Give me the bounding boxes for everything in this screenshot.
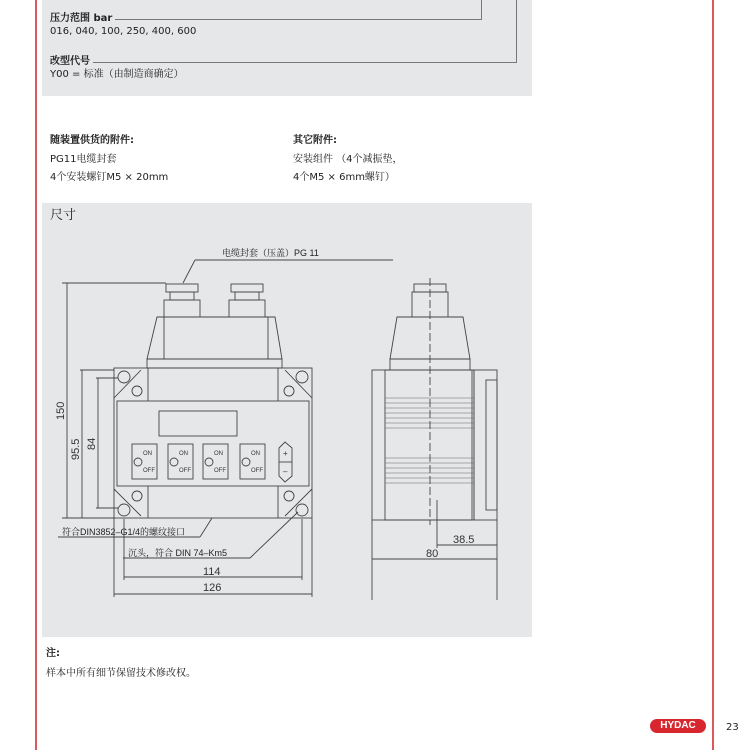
dimensions-title: 尺寸 [50,208,77,223]
page-number: 23 [726,722,739,733]
switch-off-label: OFF [179,468,191,474]
other-accessories-title: 其它附件: [293,135,337,146]
pressure-range-values: 016, 040, 100, 250, 400, 600 [50,26,197,37]
switch-on-label: ON [143,451,152,457]
modification-label: 改型代号 [50,55,93,68]
dim-95-5: 95.5 [70,438,82,460]
dim-126: 126 [203,582,222,594]
pressure-range-label: 压力范围 bar [50,12,115,25]
notes-title: 注: [46,648,60,659]
switch-on-label: ON [179,451,188,457]
notes-text: 样本中所有细节保留技术修改权。 [46,668,196,679]
switch-off-label: OFF [251,468,263,474]
hydac-logo: HYDAC [650,719,706,733]
dim-114: 114 [203,566,221,578]
switch-off-label: OFF [143,468,155,474]
minus-label: – [283,467,288,476]
plus-label: + [283,449,288,458]
dim-84: 84 [86,437,98,450]
dim-150: 150 [55,401,67,420]
supplied-item: 4个安装螺钉M5 × 20mm [50,172,169,183]
dim-80: 80 [426,548,439,560]
cable-gland-label: 电缆封套（压盖）PG 11 [222,248,319,258]
thread-port-label: 符合DIN3852–G1/4的螺纹接口 [62,527,186,537]
other-item: 安装组件 （4个减振垫， [293,154,403,165]
switch-on-label: ON [251,451,260,457]
switch-off-label: OFF [214,468,226,474]
other-item: 4个M5 × 6mm螺钉） [293,172,395,183]
modification-value: Y00 = 标准（由制造商确定） [50,69,184,80]
countersink-label: 沉头，符合 DIN 74–Km5 [128,548,228,558]
dim-38-5: 38.5 [453,534,475,546]
supplied-item: PG11电缆封套 [50,154,117,165]
supplied-accessories-title: 随装置供货的附件: [50,135,134,146]
switch-on-label: ON [214,451,223,457]
